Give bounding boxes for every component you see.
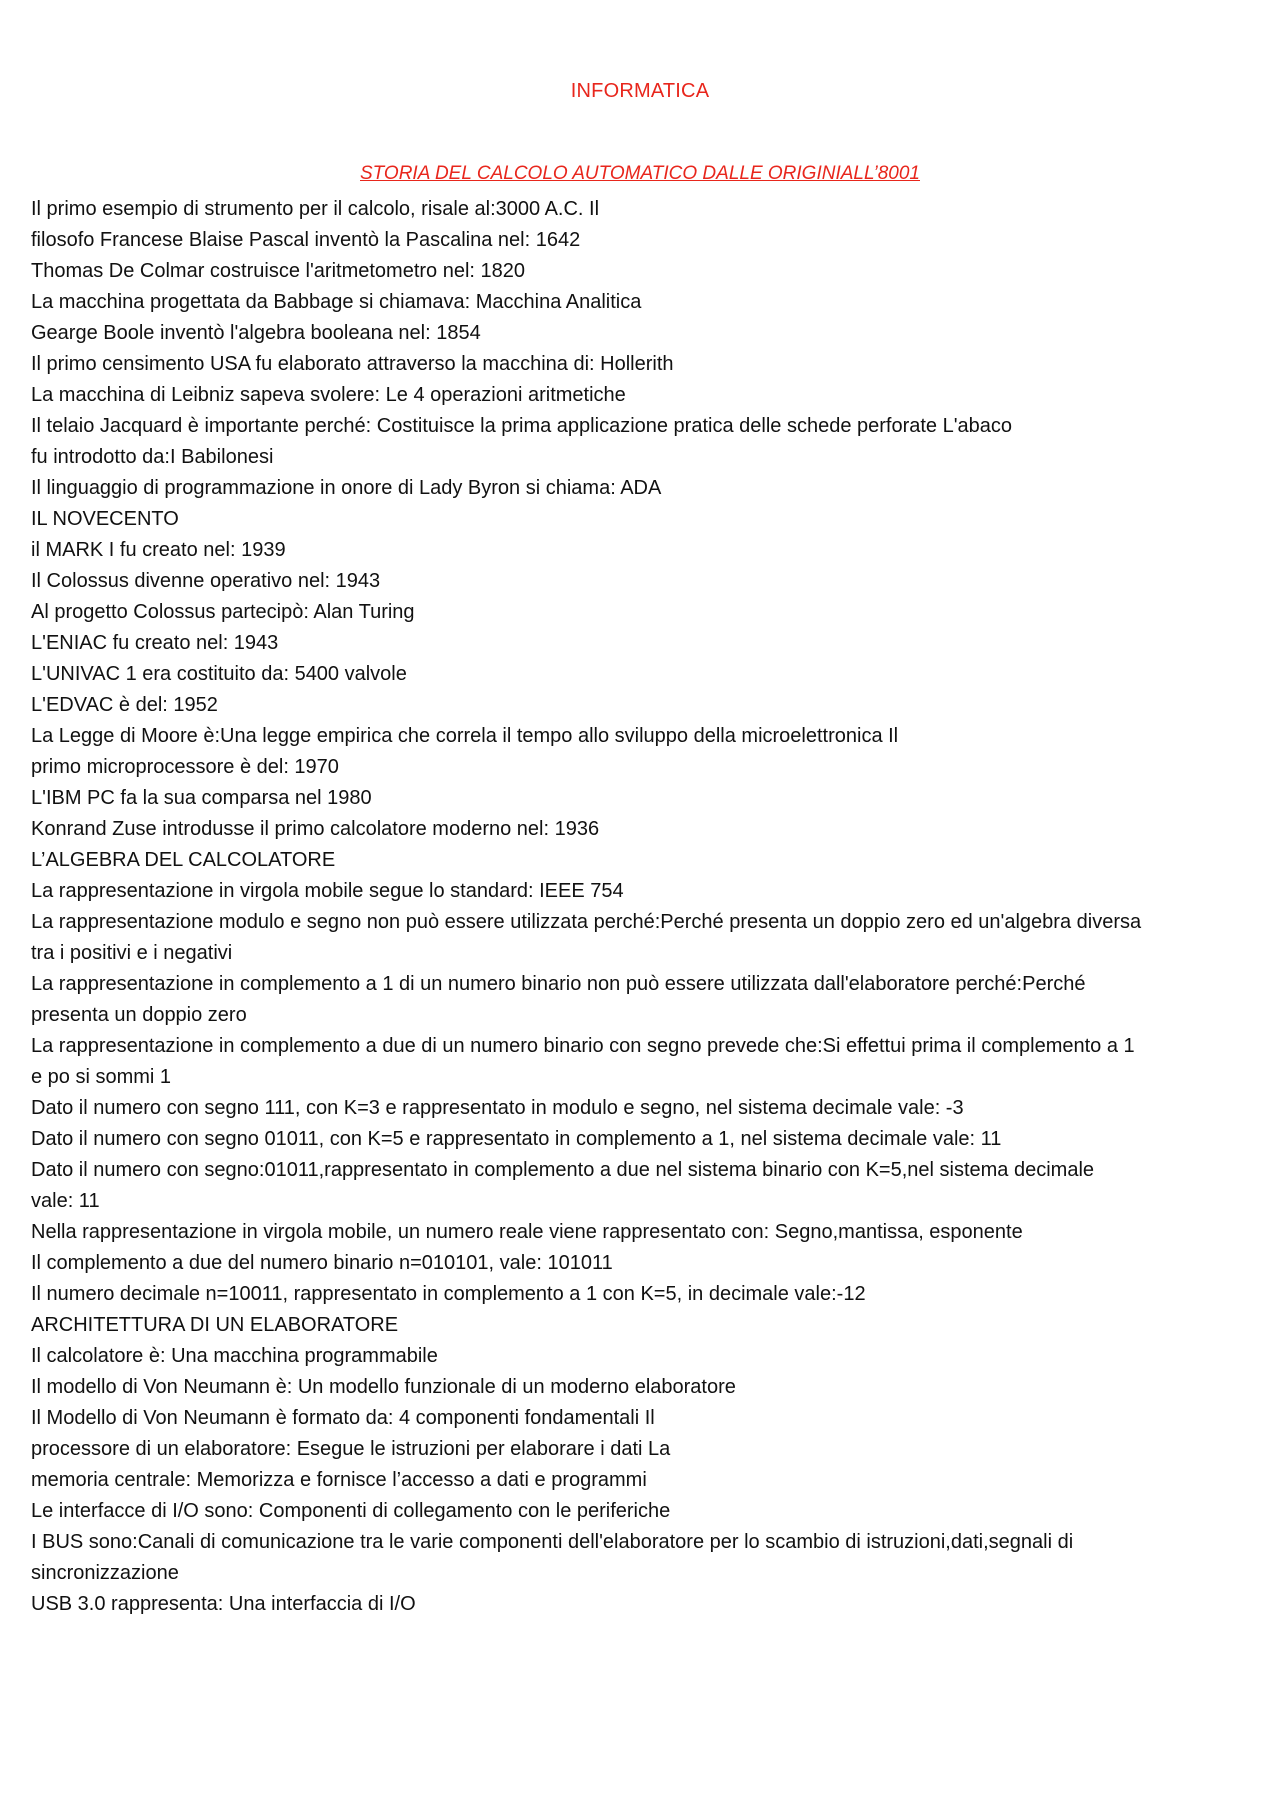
text-line: La rappresentazione in complemento a 1 di un numero binario non può essere utilizzata dall'elaboratore perché:Perché	[31, 973, 1086, 995]
text-line: e po si sommi 1	[31, 1066, 172, 1088]
text-line: primo microprocessore è del: 1970	[31, 756, 339, 778]
text-line: La macchina di Leibniz sapeva svolere: Le 4 operazioni aritmetiche	[31, 384, 626, 406]
text-line: vale: 11	[31, 1190, 100, 1212]
text-line: Il primo esempio di strumento per il calcolo, risale al:3000 A.C. Il	[31, 198, 600, 220]
text-line: Il modello di Von Neumann è: Un modello funzionale di un moderno elaboratore	[31, 1376, 736, 1398]
text-line: Il Colossus divenne operativo nel: 1943	[31, 570, 381, 592]
text-line: Il telaio Jacquard è importante perché: Costituisce la prima applicazione pratica delle schede perforate L'abaco	[31, 415, 1013, 437]
text-line: memoria centrale: Memorizza e fornisce l’accesso a dati e programmi	[31, 1469, 647, 1491]
text-line: La macchina progettata da Babbage si chiamava: Macchina Analitica	[31, 291, 642, 313]
text-line: Nella rappresentazione in virgola mobile, un numero reale viene rappresentato con: Segno,mantissa, esponente	[31, 1221, 1023, 1243]
text-line: Il linguaggio di programmazione in onore di Lady Byron si chiama: ADA	[31, 477, 662, 499]
text-line: La rappresentazione modulo e segno non può essere utilizzata perché:Perché presenta un doppio zero ed un'algebra diversa	[31, 911, 1142, 933]
text-line: fu introdotto da:I Babilonesi	[31, 446, 274, 468]
text-line: I BUS sono:Canali di comunicazione tra le varie componenti dell'elaboratore per lo scambio di istruzioni,dati,segnali di	[31, 1531, 1074, 1553]
text-line: L'IBM PC fa la sua comparsa nel 1980	[31, 787, 372, 809]
text-line: Dato il numero con segno 01011, con K=5 e rappresentato in complemento a 1, nel sistema decimale vale: 11	[31, 1128, 1002, 1150]
text-line: filosofo Francese Blaise Pascal inventò la Pascalina nel: 1642	[31, 229, 581, 251]
text-line: Il primo censimento USA fu elaborato attraverso la macchina di: Hollerith	[31, 353, 674, 375]
text-line: sincronizzazione	[31, 1562, 179, 1584]
text-line: ARCHITETTURA DI UN ELABORATORE	[31, 1314, 399, 1336]
text-line: presenta un doppio zero	[31, 1004, 247, 1026]
text-line: L'EDVAC è del: 1952	[31, 694, 218, 716]
text-line: La rappresentazione in virgola mobile segue lo standard: IEEE 754	[31, 880, 624, 902]
text-line: tra i positivi e i negativi	[31, 942, 233, 964]
text-line: Le interfacce di I/O sono: Componenti di collegamento con le periferiche	[31, 1500, 671, 1522]
text-line: processore di un elaboratore: Esegue le istruzioni per elaborare i dati La	[31, 1438, 671, 1460]
text-line: IL NOVECENTO	[31, 508, 179, 530]
text-line: il MARK I fu creato nel: 1939	[31, 539, 286, 561]
text-line: Dato il numero con segno:01011,rappresentato in complemento a due nel sistema binario con K=5,nel sistema decimale	[31, 1159, 1095, 1181]
text-line: La rappresentazione in complemento a due di un numero binario con segno prevede che:Si effettui prima il complemento a 1	[31, 1035, 1135, 1057]
text-line: Thomas De Colmar costruisce l'aritmetometro nel: 1820	[31, 260, 526, 282]
text-line: Konrand Zuse introdusse il primo calcolatore moderno nel: 1936	[31, 818, 600, 840]
document-title: INFORMATICA	[570, 80, 710, 102]
text-line: L'UNIVAC 1 era costituito da: 5400 valvole	[31, 663, 407, 685]
text-line: Il numero decimale n=10011, rappresentato in complemento a 1 con K=5, in decimale vale:-12	[31, 1283, 866, 1305]
text-line: L'ENIAC fu creato nel: 1943	[31, 632, 279, 654]
text-line: Gearge Boole inventò l'algebra booleana nel: 1854	[31, 322, 481, 344]
text-line: Il complemento a due del numero binario n=010101, vale: 101011	[31, 1252, 613, 1274]
text-line: Il calcolatore è: Una macchina programmabile	[31, 1345, 438, 1367]
text-line: Dato il numero con segno 111, con K=3 e rappresentato in modulo e segno, nel sistema decimale vale: -3	[31, 1097, 964, 1119]
text-line: La Legge di Moore è:Una legge empirica che correla il tempo allo sviluppo della microelettronica Il	[31, 725, 899, 747]
document-body	[31, 194, 1251, 1620]
text-line: Il Modello di Von Neumann è formato da: 4 componenti fondamentali Il	[31, 1407, 655, 1429]
document-subtitle: STORIA DEL CALCOLO AUTOMATICO DALLE ORIGINIALL’8001	[360, 163, 920, 184]
text-line: Al progetto Colossus partecipò: Alan Turing	[31, 601, 415, 623]
text-line: L’ALGEBRA DEL CALCOLATORE	[31, 849, 336, 871]
text-line: USB 3.0 rappresenta: Una interfaccia di I/O	[31, 1593, 416, 1615]
